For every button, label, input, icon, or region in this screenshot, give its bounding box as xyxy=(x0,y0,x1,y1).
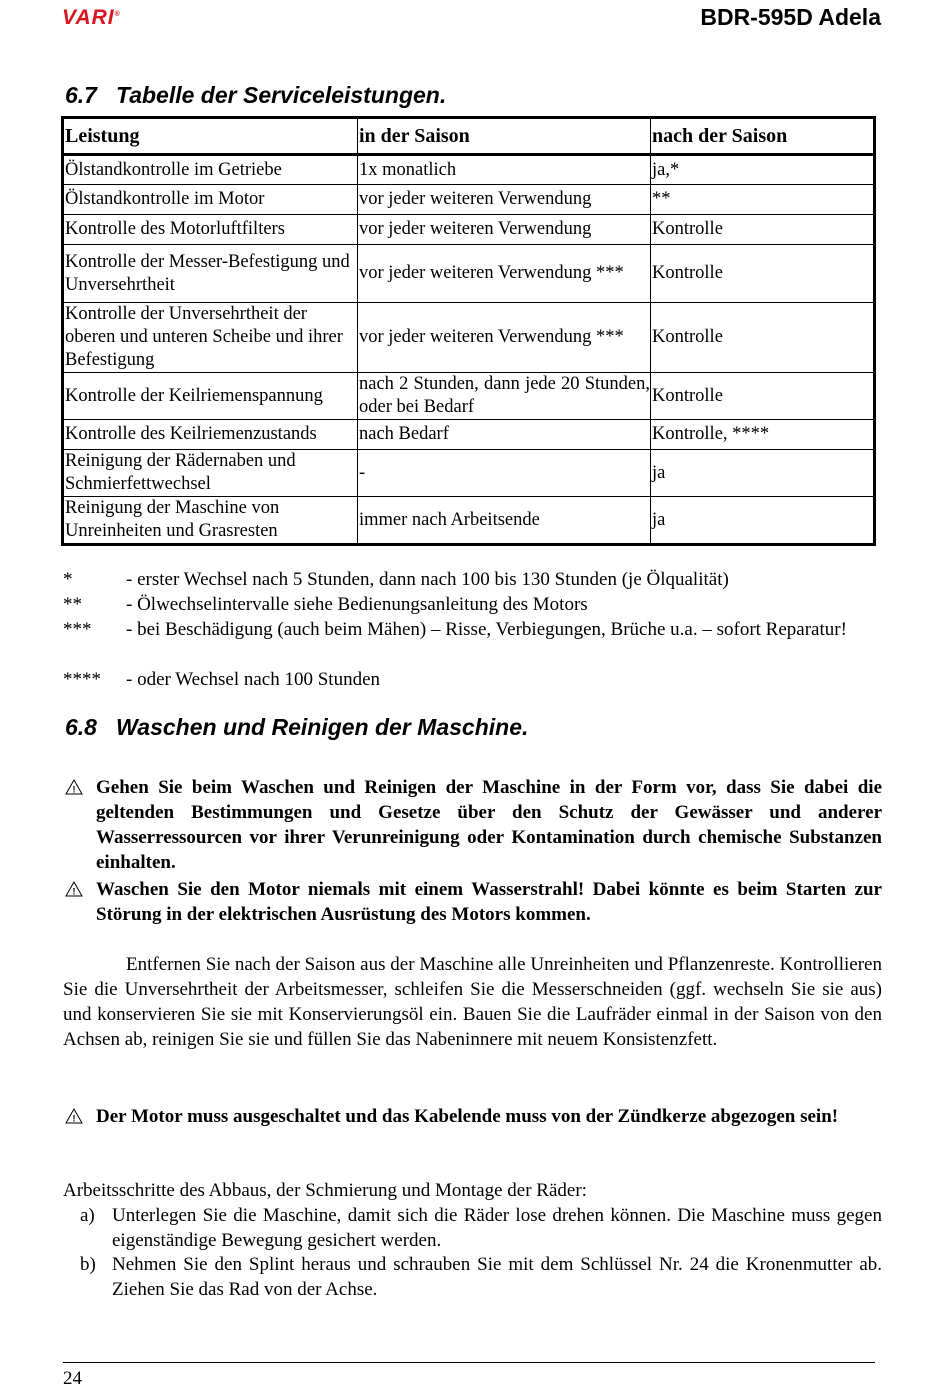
list-item-text: Unterlegen Sie die Maschine, damit sich die Räder lose drehen können. Die Maschine muss gegen eigenständige Bewegung gesichert werden. xyxy=(112,1205,882,1251)
table-cell: ja xyxy=(651,450,875,497)
table-cell: vor jeder weiteren Verwendung xyxy=(358,215,651,245)
table-cell: Kontrolle des Keilriemenzustands xyxy=(63,420,358,450)
footnote-mark: ** xyxy=(63,594,82,615)
svg-text:!: ! xyxy=(72,784,76,795)
footer-rule xyxy=(63,1362,875,1363)
table-cell: Ölstandkontrolle im Motor xyxy=(63,185,358,215)
warning-triangle-icon xyxy=(65,881,83,897)
table-cell: 1x monatlich xyxy=(358,155,651,185)
table-cell: immer nach Arbeitsende xyxy=(358,497,651,545)
table-cell: vor jeder weiteren Verwendung xyxy=(358,185,651,215)
section-heading-6-7 xyxy=(65,82,446,109)
table-row xyxy=(63,303,875,373)
table-cell: - xyxy=(358,450,651,497)
table-cell: Ölstandkontrolle im Getriebe xyxy=(63,155,358,185)
list-item-label: a) xyxy=(80,1205,95,1226)
table-row xyxy=(63,450,875,497)
table-cell: Kontrolle xyxy=(651,373,875,420)
footnote-text: - bei Beschädigung (auch beim Mähen) – Risse, Verbiegungen, Brüche u.a. – sofort Reparatur! xyxy=(126,619,847,640)
list-item-label: b) xyxy=(80,1254,96,1275)
warning-text: Waschen Sie den Motor niemals mit einem Wasserstrahl! Dabei könnte es beim Starten zur Störung in der elektrischen Ausrüstung des Motors kommen. xyxy=(96,879,882,925)
table-cell: Kontrolle xyxy=(651,215,875,245)
table-cell: Kontrolle der Keilriemenspannung xyxy=(63,373,358,420)
table-cell: Kontrolle xyxy=(651,303,875,373)
table-cell: vor jeder weiteren Verwendung *** xyxy=(358,303,651,373)
footnote-mark: *** xyxy=(63,619,92,640)
service-table xyxy=(61,116,876,546)
svg-text:!: ! xyxy=(72,1113,76,1124)
table-row xyxy=(63,420,875,450)
table-cell: Kontrolle der Messer-Befestigung und Unversehrtheit xyxy=(63,245,358,303)
header-cell: in der Saison xyxy=(358,118,651,155)
table-cell: nach 2 Stunden, dann jede 20 Stunden, oder bei Bedarf xyxy=(358,373,651,420)
footnote-text: - Ölwechselintervalle siehe Bedienungsanleitung des Motors xyxy=(126,594,588,615)
section-number: 6.8 xyxy=(65,714,97,740)
footnote-mark: * xyxy=(63,569,73,590)
footnote-mark: **** xyxy=(63,669,101,690)
section-title: Waschen und Reinigen der Maschine. xyxy=(116,714,529,740)
warning-triangle-icon xyxy=(65,779,83,795)
table-header-row xyxy=(63,118,875,155)
warning-text: Gehen Sie beim Waschen und Reinigen der Maschine in der Form vor, dass Sie dabei die geltenden Bestimmungen und Gesetze über den Schutz der Gewässer und anderer Wasserressourcen vor ihrer Verunreinigung oder Kontamination durch chemische Substanzen einhalten. xyxy=(96,777,882,873)
body-paragraph: Entfernen Sie nach der Saison aus der Maschine alle Unreinheiten und Pflanzenreste. Kontrollieren Sie die Unversehrtheit der Arbeitsmesser, schleifen Sie die Messerschneiden (ggf. wechseln Sie sie aus) und konservieren Sie sie mit Konservierungsöl ein. Bauen Sie die Laufräder einmal in der Saison von den Achsen ab, reinigen Sie sie und füllen Sie das Nabeninnere mit neuem Konsistenzfett. xyxy=(63,954,882,1050)
table-cell: ** xyxy=(651,185,875,215)
header-cell: nach der Saison xyxy=(651,118,875,155)
steps-intro: Arbeitsschritte des Abbaus, der Schmierung und Montage der Räder: xyxy=(63,1180,587,1201)
list-item-text: Nehmen Sie den Splint heraus und schrauben Sie mit dem Schlüssel Nr. 24 die Kronenmutter ab. Ziehen Sie das Rad von der Achse. xyxy=(112,1254,882,1300)
table-cell: Kontrolle der Unversehrtheit der oberen und unteren Scheibe und ihrer Befestigung xyxy=(63,303,358,373)
table-row xyxy=(63,215,875,245)
table-cell: Kontrolle des Motorluftfilters xyxy=(63,215,358,245)
model-name: BDR-595D Adela xyxy=(700,4,881,30)
section-number: 6.7 xyxy=(65,82,97,108)
table-row xyxy=(63,185,875,215)
table-cell: vor jeder weiteren Verwendung *** xyxy=(358,245,651,303)
header-cell: Leistung xyxy=(63,118,358,155)
footnote-text: - erster Wechsel nach 5 Stunden, dann nach 100 bis 130 Stunden (je Ölqualität) xyxy=(126,569,729,590)
brand-logo: VARI® xyxy=(62,6,121,29)
page-number: 24 xyxy=(63,1368,82,1389)
table-cell: Kontrolle, **** xyxy=(651,420,875,450)
table-row xyxy=(63,373,875,420)
table-row xyxy=(63,497,875,545)
table-row xyxy=(63,155,875,185)
footnote-text: - oder Wechsel nach 100 Stunden xyxy=(126,669,381,690)
table-cell: ja xyxy=(651,497,875,545)
section-title: Tabelle der Serviceleistungen. xyxy=(116,82,447,108)
table-cell: Kontrolle xyxy=(651,245,875,303)
table-row xyxy=(63,245,875,303)
table-cell: Reinigung der Maschine von Unreinheiten und Grasresten xyxy=(63,497,358,545)
table-cell: ja,* xyxy=(651,155,875,185)
section-heading-6-8 xyxy=(65,714,528,741)
svg-text:!: ! xyxy=(72,886,76,897)
warning-text: Der Motor muss ausgeschaltet und das Kabelende muss von der Zündkerze abgezogen sein! xyxy=(96,1106,839,1127)
warning-triangle-icon xyxy=(65,1108,83,1124)
table-cell: nach Bedarf xyxy=(358,420,651,450)
table-cell: Reinigung der Rädernaben und Schmierfettwechsel xyxy=(63,450,358,497)
